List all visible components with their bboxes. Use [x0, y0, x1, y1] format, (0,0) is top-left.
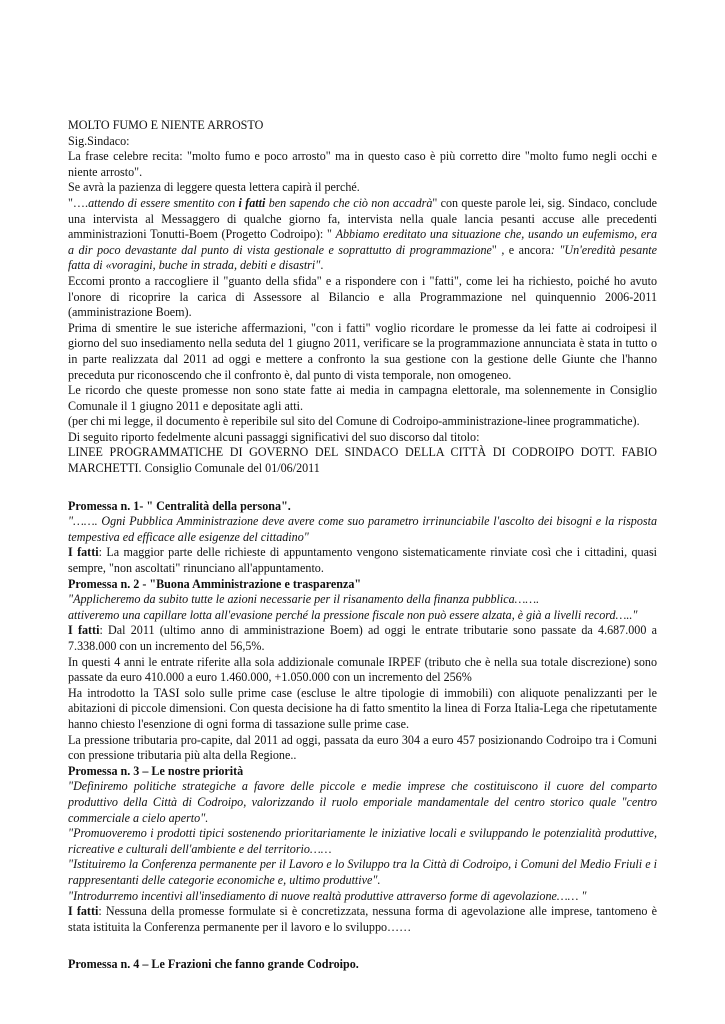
promise-3-facts	[68, 904, 657, 935]
facts-label: I fatti	[68, 545, 99, 560]
promise-quote-text: "……. Ogni Pubblica Amministrazione deve avere come suo parametro irrinunciabile l'ascolto dei bisogni e la risposta tempestiva ed efficace alle esigenze del cittadino"	[68, 514, 657, 544]
promise-3-quote	[68, 779, 657, 826]
promise-quote-text: "Istituiremo la Conferenza permanente per il Lavoro e lo Sviluppo tra la Città di Codroipo, i Comuni del Medio Friuli e i rappresentanti delle categorie economiche e, ultimo produttive".	[68, 857, 657, 887]
facts-text: : La maggior parte delle richieste di appuntamento vengono sistematicamente rinviate così che i cittadini, quasi sempre, "non ascoltati" rinunciano all'appuntamento.	[68, 545, 658, 576]
facts-text: : Nessuna della promesse formulate si è concretizzata, nessuna forma di agevolazione alle imprese, tantomeno è stata istituita la Conferenza permanente per il lavoro e lo sviluppo……	[68, 904, 658, 934]
promise-2-quote	[68, 592, 657, 608]
body-paragraph: Di seguito riporto fedelmente alcuni passaggi significativi del suo discorso dal titolo:	[68, 429, 480, 444]
promise-2-facts	[68, 623, 657, 654]
quote-bold-italic: i fatti	[238, 195, 266, 210]
body-paragraph: La pressione tributaria pro-capite, dal 2011 ad oggi, passata da euro 304 a euro 457 posizionando Codroipo tra i Comuni con pressione tributaria più alta della Regione..	[68, 732, 657, 763]
body-paragraph: Le ricordo che queste promesse non sono state fatte ai media in campagna elettorale, ma solennemente in Consiglio Comunale il 1 giugno 2011 e depositate agli atti.	[68, 383, 657, 413]
promise-1-quote	[68, 514, 657, 545]
promise-3-quote	[68, 889, 657, 905]
salutation: Sig.Sindaco:	[68, 133, 130, 148]
quote-italic: attendo di essere smentito con	[88, 195, 239, 210]
quote-italic: Abbiamo ereditato una situazione che, usando un eufemismo, era a dir poco devastante dal punto di vista gestionale e soprattutto di programmazione	[68, 227, 657, 257]
promise-quote-text: "Definiremo politiche strategiche a favore delle piccole e medie imprese che costituiscono il cuore del comparto produttivo della Città di Codroipo, valorizzando il ruolo emporiale mandamentale del centro storico quale "centro commerciale a cielo aperto".	[68, 779, 657, 825]
promise-2-quote	[68, 608, 657, 624]
quote-text: " con queste parole lei, sig. Sindaco, conclude una intervista al Messaggero di qualche giorno fa, intervista nella quale lancia pesanti accuse alle precedenti amministrazioni Tonutti-Boem (Progetto Codroipo): "	[68, 195, 657, 242]
body-paragraph: Eccomi pronto a raccogliere il "guanto della sfida" e a rispondere con i "fatti", come lei ha richiesto, poiché ho avuto l'onore di ricoprire la carica di Assessore al Bilancio e alla Programmazione nel quinquennio 2006-2011 (amministrazione Boem).	[68, 273, 657, 320]
document-title: MOLTO FUMO E NIENTE ARROSTO	[68, 118, 264, 132]
promise-heading-text: Promessa n. 3 – Le nostre priorità	[68, 763, 244, 778]
facts-label: I fatti	[68, 623, 100, 638]
promise-3-quote	[68, 857, 657, 888]
promise-3-quote	[68, 826, 657, 857]
promise-1-facts	[68, 545, 657, 576]
body-paragraph: Prima di smentire le sue isteriche affermazioni, "con i fatti" voglio ricordare le promesse da lei fatte ai codroipesi il giorno del suo insediamento nella seduta del 1 giugno 2011, verificare se la programmazione annunciata è stata in tutto o in parte realizzata dal 2011 ad oggi e mettere a confronto la sua gestione con la gestione delle Giunte che l'hanno preceduta pur riconoscendo che il confronto è, dal punto di vista temporale, non omogeneo.	[68, 320, 657, 382]
facts-text: : Dal 2011 (ultimo anno di amministrazione Boem) ad oggi le entrate tributarie sono passate da 4.687.000 a 7.338.000 con un incremento del 56,5%.	[68, 623, 658, 653]
promise-heading-text: Promessa n. 2 - "Buona Amministrazione e trasparenza"	[68, 576, 362, 591]
promise-quote-text: "Applicheremo da subito tutte le azioni necessarie per il risanamento della finanza pubblica…….	[68, 592, 540, 607]
quote-text: " , e ancora	[491, 242, 551, 257]
facts-label: I fatti	[68, 904, 99, 919]
promise-quote-text: attiveremo una capillare lotta all'evasione perché la pressione fiscale non può essere alzata, è già a livelli record….."	[68, 607, 638, 622]
promise-quote-text: "Promuoveremo i prodotti tipici sostenendo prioritariamente le iniziative locali e sviluppando le potenzialità produttive, ricreative e culturali dell'ambiente e del territorio……	[68, 826, 657, 856]
promise-3-heading	[68, 764, 657, 780]
promise-quote-text: "Introdurremo incentivi all'insediamento di nuove realtà produttive attraverso forme di agevolazione…… "	[68, 888, 587, 903]
quote-italic: : "Un'eredità pesante fatta di «voragini, buche in strada, debiti e disastri"	[68, 242, 657, 273]
promise-heading-text: Promessa n. 1- " Centralità della persona".	[68, 498, 291, 513]
quote-text: "….	[68, 195, 89, 210]
body-paragraph: (per chi mi legge, il documento è reperibile sul sito del Comune di Codroipo-amministrazione-linee programmatiche).	[68, 414, 640, 429]
quote-paragraph	[68, 196, 657, 274]
body-paragraph: In questi 4 anni le entrate riferite alla sola addizionale comunale IRPEF (tributo che è nella sua totale discrezione) sono passate da euro 410.000 a euro 1.460.000, +1.050.000 con un incremento del 256%	[68, 654, 657, 685]
promise-heading-text: Promessa n. 4 – Le Frazioni che fanno grande Codroipo.	[68, 957, 359, 972]
promise-2-heading	[68, 577, 657, 593]
body-paragraph: Ha introdotto la TASI solo sulle prime case (escluse le altre tipologie di immobili) con aliquote penalizzanti per le abitazioni di piccole dimensioni. Con questa decisione ha di fatto smentito la linea di Forza Italia-Lega che ripetutamente hanno chiesto l'esenzione di ogni forma di tassazione sulle prime case.	[68, 685, 657, 731]
intro-paragraph: La frase celebre recita: "molto fumo e poco arrosto" ma in questo caso è più corretto dire "molto fumo negli occhi e niente arrosto".	[68, 149, 657, 179]
promise-4-heading	[68, 957, 657, 973]
quote-italic: ben sapendo che ciò non accadrà	[265, 195, 433, 210]
programme-title: LINEE PROGRAMMATICHE DI GOVERNO DEL SINDACO DELLA CITTÀ DI CODROIPO DOTT. FABIO MARCHETTI. Consiglio Comunale del 01/06/2011	[68, 445, 657, 476]
quote-text: .	[320, 258, 324, 273]
intro-paragraph: Se avrà la pazienza di leggere questa lettera capirà il perché.	[68, 180, 360, 195]
promise-1-heading	[68, 499, 657, 515]
